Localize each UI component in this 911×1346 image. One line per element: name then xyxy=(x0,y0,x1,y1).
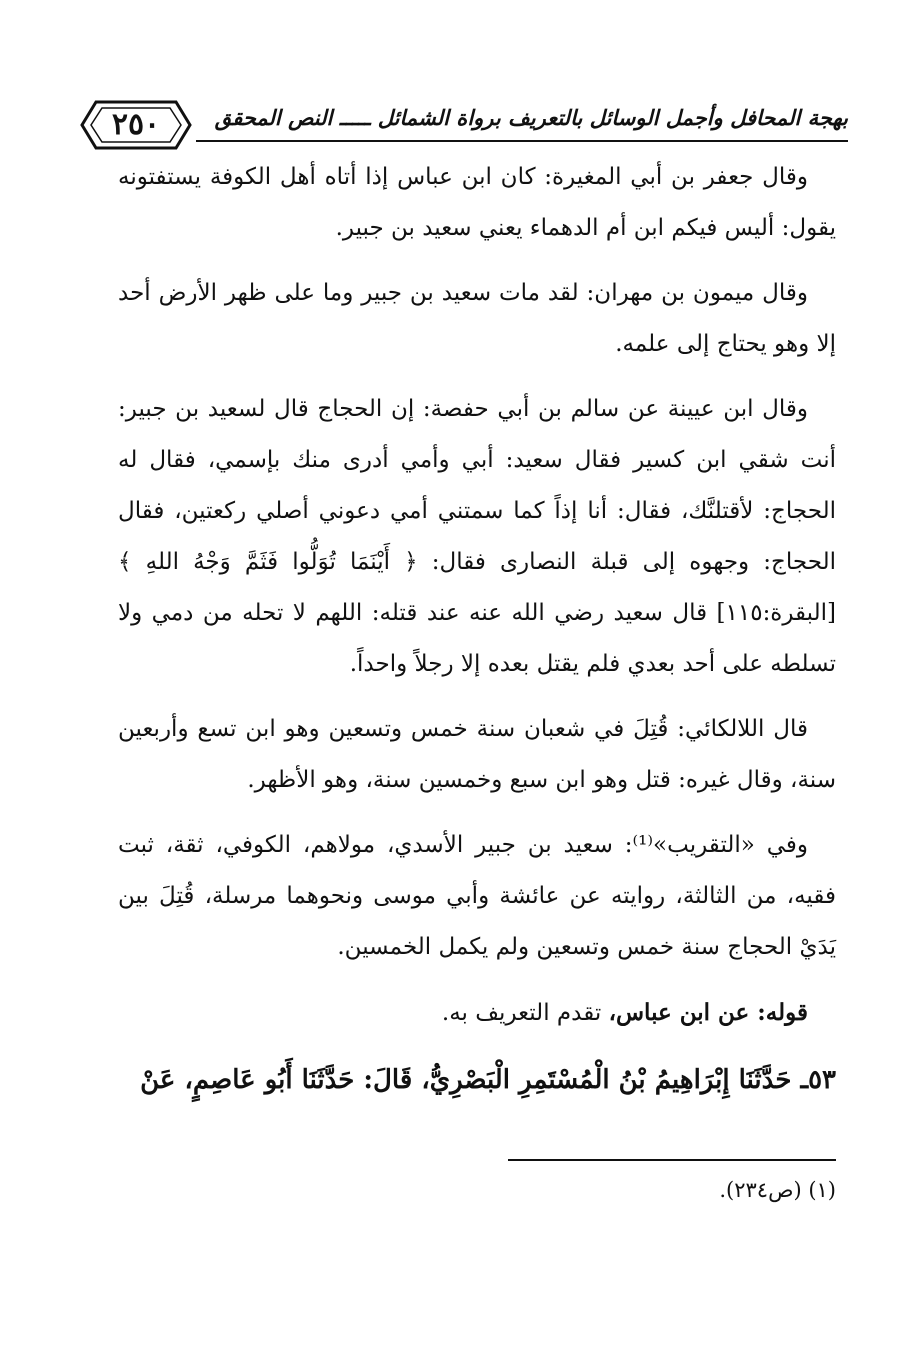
footnote: (١) (ص٢٣٤). xyxy=(719,1178,836,1202)
hadith-53: ٥٣ـ حَدَّثَنَا إِبْرَاهِيمُ بْنُ الْمُسْتَمِرِ الْبَصْرِيُّ، قَالَ: حَدَّثَنَا أَبُو عَاصِمٍ، عَنْ xyxy=(140,1065,836,1095)
paragraph-taqrib: وفي «التقريب»⁽¹⁾: سعيد بن جبير الأسدي، مولاهم، الكوفي، ثقة، ثبت فقيه، من الثالثة، روايته عن عائشة وأبي موسى ونحوهما مرسلة، قُتِلَ بين يَدَيْ الحجاج سنة خمس وتسعين ولم يكمل الخمسين. xyxy=(118,832,836,960)
paragraph-maymun: وقال ميمون بن مهران: لقد مات سعيد بن جبير وما على ظهر الأرض أحد إلا وهو يحتاج إلى علمه. xyxy=(118,280,836,357)
page-number-badge xyxy=(78,96,194,154)
paragraph-jafar: وقال جعفر بن أبي المغيرة: كان ابن عباس إذا أتاه أهل الكوفة يستفتونه يقول: أليس فيكم ابن أم الدهماء يعني سعيد بن جبير. xyxy=(118,164,836,241)
page-number: ٢٥٠ xyxy=(111,107,161,142)
qawluh-text: تقدم التعريف به. xyxy=(441,1000,609,1026)
main-text xyxy=(118,152,836,1121)
page-header xyxy=(78,96,848,156)
qawluh-label: قوله: عن ابن عباس، xyxy=(608,999,808,1026)
paragraph-lalakai: قال اللالكائي: قُتِلَ في شعبان سنة خمس وتسعين وهو ابن تسع وأربعين سنة، وقال غيره: قتل وهو ابن سبع وخمسين سنة، وهو الأظهر. xyxy=(118,716,836,793)
header-rule xyxy=(196,140,848,142)
paragraph-ibn-uyaynah: وقال ابن عيينة عن سالم بن أبي حفصة: إن الحجاج قال لسعيد بن جبير: أنت شقي ابن كسير فقال سعيد: أبي وأمي أدرى منك بإسمي، فقال له الحجاج: لأقتلنَّك، فقال: أنا إذاً كما سمتني أمي دعوني أصلي ركعتين، فقال الحجاج: وجهوه إلى قبلة النصارى فقال: ﴿ أَيْنَمَا تُوَلُّوا فَثَمَّ وَجْهُ اللهِ ﴾[البقرة:١١٥] قال سعيد رضي الله عنه عند قتله: اللهم لا تحله من دمي ولا تسلطه على أحد بعدي فلم يقتل بعده إلا رجلاً واحداً. xyxy=(118,396,836,677)
paragraph-qawluh xyxy=(118,987,836,1039)
footnote-separator xyxy=(508,1159,836,1161)
running-title: بهجة المحافل وأجمل الوسائل بالتعريف برواة الشمائل ـــــ النص المحقق xyxy=(214,105,848,130)
